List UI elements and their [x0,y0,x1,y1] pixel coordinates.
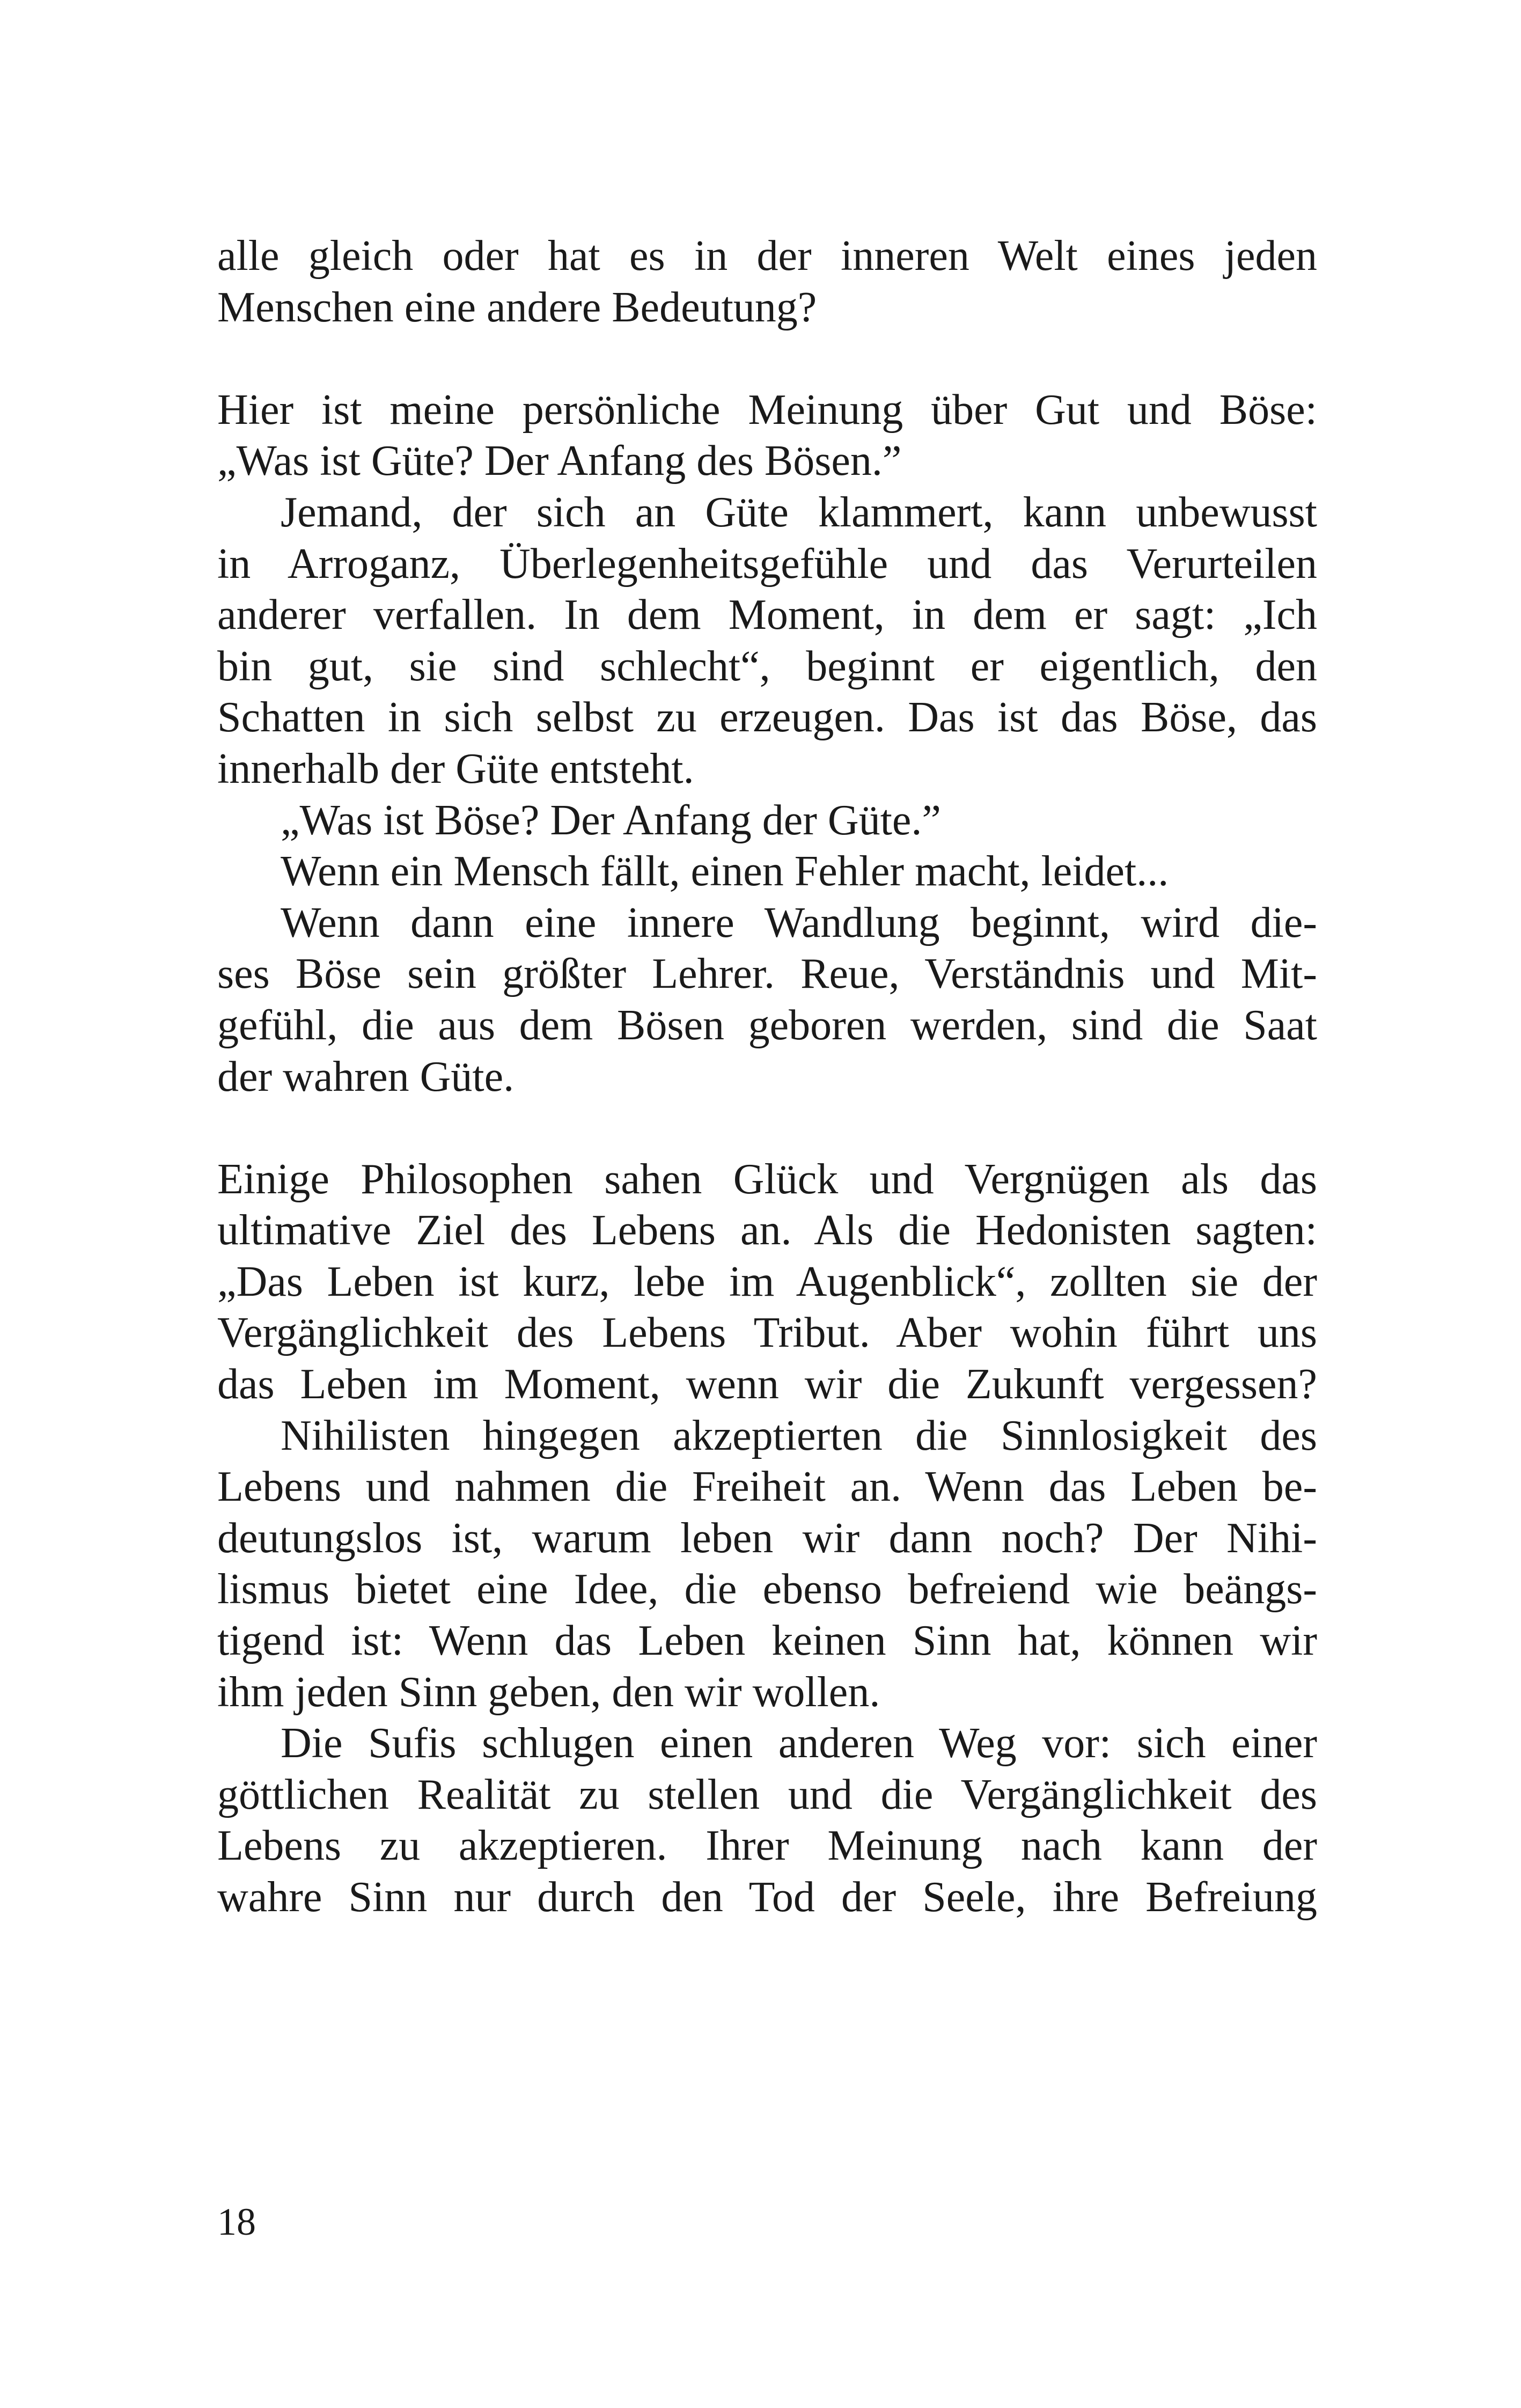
text-line: bin gut, sie sind schlecht“, beginnt er eigentlich, den [217,642,1317,690]
text-line: ses Böse sein größter Lehrer. Reue, Verständnis und Mit- [217,950,1317,998]
text-line: gefühl, die aus dem Bösen geboren werden, sind die Saat [217,1001,1317,1049]
page-number: 18 [217,2200,256,2243]
text-line: Menschen eine andere Bedeutung? [217,283,817,331]
text-line: Jemand, der sich an Güte klammert, kann unbewusst [281,488,1317,536]
text-line: Wenn dann eine innere Wandlung beginnt, wird die- [281,899,1317,946]
text-line: „Was ist Böse? Der Anfang der Güte.” [281,796,941,844]
paragraph-spacer [217,1103,1317,1154]
body-text [217,231,1317,1924]
text-line: göttlichen Realität zu stellen und die Vergänglichkeit des [217,1771,1317,1818]
text-line: wahre Sinn nur durch den Tod der Seele, ihre Befreiung [217,1874,1317,1921]
text-line: das Leben im Moment, wenn wir die Zukunft vergessen? [217,1361,1317,1408]
text-line: Nihilisten hingegen akzeptierten die Sinnlosigkeit des [281,1412,1317,1459]
text-line: Wenn ein Mensch fällt, einen Fehler macht, leidet... [281,848,1169,895]
text-line: innerhalb der Güte entsteht. [217,745,694,792]
text-line: lismus bietet eine Idee, die ebenso befreiend wie beängs- [217,1566,1317,1613]
text-line: Lebens zu akzeptieren. Ihrer Meinung nach kann der [217,1822,1317,1870]
text-line: Schatten in sich selbst zu erzeugen. Das ist das Böse, das [217,694,1317,742]
text-line: Einige Philosophen sahen Glück und Vergnügen als das [217,1155,1317,1203]
paragraph-spacer [217,333,1317,385]
text-line: tigend ist: Wenn das Leben keinen Sinn hat, können wir [217,1617,1317,1665]
text-line: der wahren Güte. [217,1053,515,1100]
text-line: ultimative Ziel des Lebens an. Als die Hedonisten sagten: [217,1207,1317,1254]
text-line: Hier ist meine persönliche Meinung über Gut und Böse: [217,386,1317,434]
text-line: deutungslos ist, warum leben wir dann noch? Der Nihi- [217,1514,1317,1562]
text-line: „Das Leben ist kurz, lebe im Augenblick“, zollten sie der [217,1258,1317,1305]
text-line: in Arroganz, Überlegenheitsgefühle und das Verurteilen [217,540,1317,588]
text-line: Die Sufis schlugen einen anderen Weg vor: sich einer [281,1720,1317,1767]
text-line: Vergänglichkeit des Lebens Tribut. Aber wohin führt uns [217,1309,1317,1357]
text-line: ihm jeden Sinn geben, den wir wollen. [217,1668,880,1716]
text-line: alle gleich oder hat es in der inneren Welt eines jeden [217,232,1317,280]
text-line: „Was ist Güte? Der Anfang des Bösen.” [217,437,902,485]
text-line: Lebens und nahmen die Freiheit an. Wenn das Leben be- [217,1463,1317,1511]
text-line: anderer verfallen. In dem Moment, in dem er sagt: „Ich [217,591,1317,639]
